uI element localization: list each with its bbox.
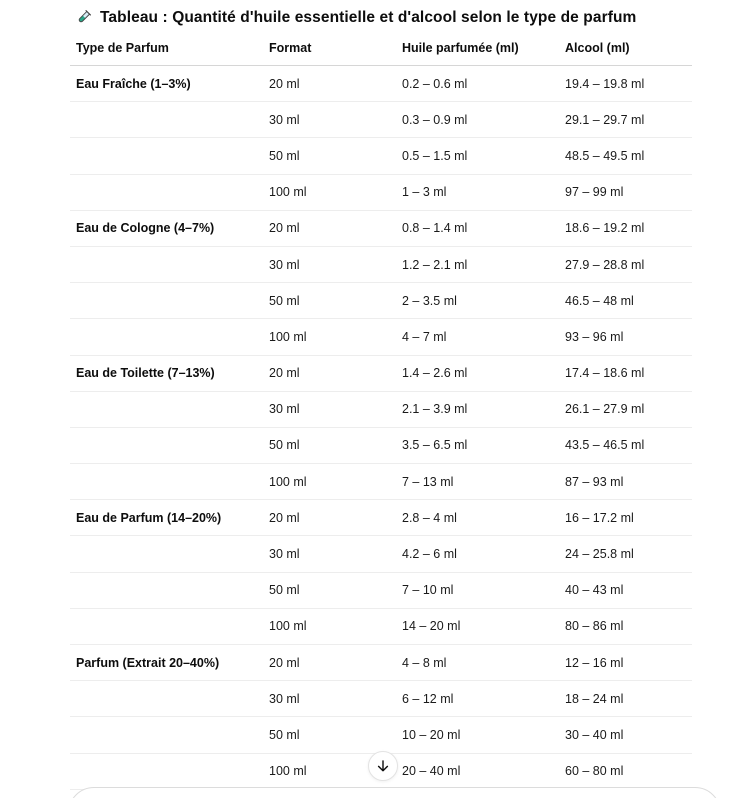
cell-huile: 1.2 – 2.1 ml (396, 246, 559, 282)
cell-huile: 0.3 – 0.9 ml (396, 102, 559, 138)
table-row (70, 102, 692, 138)
cell-format: 20 ml (263, 210, 396, 246)
table-row (70, 681, 692, 717)
cell-alcool: 18 – 24 ml (559, 681, 692, 717)
cell-huile: 3.5 – 6.5 ml (396, 427, 559, 463)
cell-huile: 0.5 – 1.5 ml (396, 138, 559, 174)
perfume-table (70, 34, 692, 790)
cell-alcool: 60 – 80 ml (559, 753, 692, 789)
cell-type (70, 138, 263, 174)
cell-huile: 2.8 – 4 ml (396, 500, 559, 536)
cell-type: Eau de Cologne (4–7%) (70, 210, 263, 246)
cell-type (70, 753, 263, 789)
cell-huile: 1.4 – 2.6 ml (396, 355, 559, 391)
cell-type (70, 174, 263, 210)
cell-huile: 0.8 – 1.4 ml (396, 210, 559, 246)
cell-alcool: 46.5 – 48 ml (559, 283, 692, 319)
cell-type (70, 246, 263, 282)
cell-alcool: 26.1 – 27.9 ml (559, 391, 692, 427)
cell-format: 50 ml (263, 283, 396, 319)
cell-format: 50 ml (263, 138, 396, 174)
cell-type (70, 319, 263, 355)
cell-format: 50 ml (263, 717, 396, 753)
cell-huile: 10 – 20 ml (396, 717, 559, 753)
cell-format: 100 ml (263, 753, 396, 789)
cell-format: 100 ml (263, 319, 396, 355)
cell-huile: 1 – 3 ml (396, 174, 559, 210)
cell-type (70, 608, 263, 644)
table-row (70, 138, 692, 174)
cell-huile: 20 – 40 ml (396, 753, 559, 789)
cell-type: Parfum (Extrait 20–40%) (70, 645, 263, 681)
table-body (70, 66, 692, 790)
cell-type (70, 717, 263, 753)
column-header-huile: Huile parfumée (ml) (396, 34, 559, 66)
table-row (70, 391, 692, 427)
cell-alcool: 87 – 93 ml (559, 464, 692, 500)
table-row (70, 608, 692, 644)
cell-alcool: 24 – 25.8 ml (559, 536, 692, 572)
table-row (70, 645, 692, 681)
cell-alcool: 30 – 40 ml (559, 717, 692, 753)
column-header-format: Format (263, 34, 396, 66)
test-tube-icon (74, 8, 93, 27)
cell-huile: 4 – 8 ml (396, 645, 559, 681)
cell-alcool: 18.6 – 19.2 ml (559, 210, 692, 246)
cell-alcool: 43.5 – 46.5 ml (559, 427, 692, 463)
cell-huile: 4.2 – 6 ml (396, 536, 559, 572)
cell-format: 30 ml (263, 246, 396, 282)
cell-format: 20 ml (263, 645, 396, 681)
table-header (70, 34, 692, 66)
cell-huile: 7 – 10 ml (396, 572, 559, 608)
cell-alcool: 80 – 86 ml (559, 608, 692, 644)
cell-format: 20 ml (263, 500, 396, 536)
table-row (70, 427, 692, 463)
cell-huile: 14 – 20 ml (396, 608, 559, 644)
cell-type (70, 427, 263, 463)
cell-alcool: 17.4 – 18.6 ml (559, 355, 692, 391)
cell-type: Eau Fraîche (1–3%) (70, 66, 263, 102)
column-header-alcool: Alcool (ml) (559, 34, 692, 66)
table-row (70, 174, 692, 210)
table-row (70, 246, 692, 282)
cell-format: 30 ml (263, 536, 396, 572)
cell-format: 30 ml (263, 391, 396, 427)
cell-format: 100 ml (263, 174, 396, 210)
header-row (70, 34, 692, 66)
cell-format: 20 ml (263, 355, 396, 391)
cell-alcool: 29.1 – 29.7 ml (559, 102, 692, 138)
table-row (70, 572, 692, 608)
table-row (70, 283, 692, 319)
cell-type (70, 102, 263, 138)
cell-format: 50 ml (263, 427, 396, 463)
scroll-to-bottom-button[interactable] (368, 751, 398, 781)
cell-huile: 4 – 7 ml (396, 319, 559, 355)
message-title (74, 8, 636, 27)
cell-huile: 2 – 3.5 ml (396, 283, 559, 319)
cell-format: 100 ml (263, 608, 396, 644)
cell-type (70, 391, 263, 427)
column-header-type: Type de Parfum (70, 34, 263, 66)
arrow-down-icon (375, 758, 391, 774)
table-row (70, 210, 692, 246)
cell-alcool: 19.4 – 19.8 ml (559, 66, 692, 102)
cell-type (70, 572, 263, 608)
table-row (70, 464, 692, 500)
table-row (70, 717, 692, 753)
cell-type (70, 283, 263, 319)
table-row (70, 66, 692, 102)
cell-type: Eau de Toilette (7–13%) (70, 355, 263, 391)
page-title: Tableau : Quantité d'huile essentielle et d'alcool selon le type de parfum (100, 8, 637, 26)
cell-type: Eau de Parfum (14–20%) (70, 500, 263, 536)
cell-format: 30 ml (263, 102, 396, 138)
cell-huile: 2.1 – 3.9 ml (396, 391, 559, 427)
cell-alcool: 93 – 96 ml (559, 319, 692, 355)
cell-type (70, 464, 263, 500)
cell-type (70, 536, 263, 572)
table-row (70, 319, 692, 355)
cell-alcool: 16 – 17.2 ml (559, 500, 692, 536)
cell-format: 100 ml (263, 464, 396, 500)
cell-alcool: 12 – 16 ml (559, 645, 692, 681)
cell-type (70, 681, 263, 717)
composer-input[interactable] (68, 787, 721, 798)
cell-huile: 6 – 12 ml (396, 681, 559, 717)
cell-alcool: 27.9 – 28.8 ml (559, 246, 692, 282)
cell-format: 30 ml (263, 681, 396, 717)
table-row (70, 355, 692, 391)
cell-alcool: 48.5 – 49.5 ml (559, 138, 692, 174)
table-row (70, 500, 692, 536)
cell-format: 20 ml (263, 66, 396, 102)
table-row (70, 536, 692, 572)
cell-huile: 7 – 13 ml (396, 464, 559, 500)
cell-format: 50 ml (263, 572, 396, 608)
cell-alcool: 97 – 99 ml (559, 174, 692, 210)
cell-alcool: 40 – 43 ml (559, 572, 692, 608)
cell-huile: 0.2 – 0.6 ml (396, 66, 559, 102)
